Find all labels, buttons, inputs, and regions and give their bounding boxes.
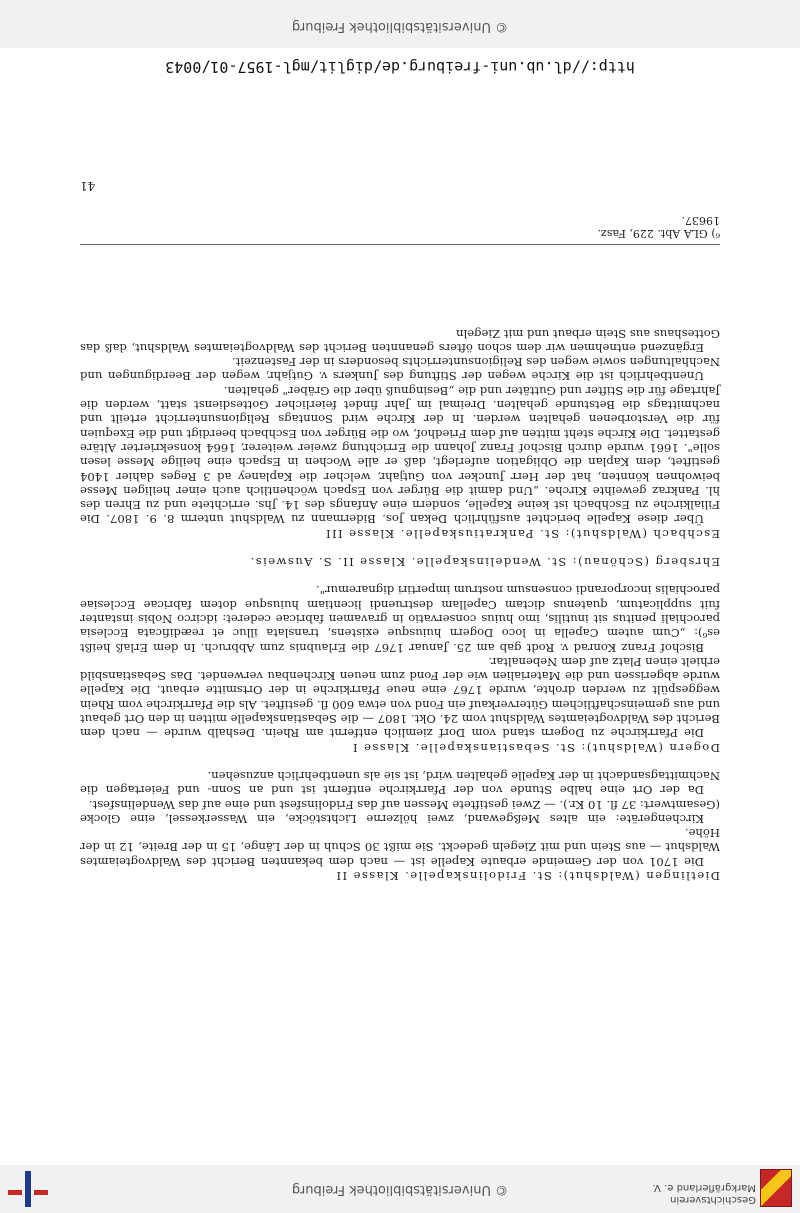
header-caption: © Universitätsbibliothek Freiburg — [291, 1182, 509, 1197]
document-body — [80, 326, 720, 883]
section-heading-ehrsberg: Ehrsberg (Schönau): St. Wendelinskapelle. Klasse II. S. Ausweis. — [249, 555, 720, 570]
header-bar — [0, 1165, 800, 1213]
paragraph: Da der Ort eine halbe Stunde von der Pfarrkirche entfernt ist und an Sonn- und Feiertagen die Nachmittagsandacht in der Kapelle gehalten wird, ist sie als unentbehrlich anzusehen. — [80, 768, 720, 798]
page-number: 41 — [80, 179, 96, 193]
paragraph: Kirchengeräte: ein altes Meßgewand, zwei hölzerne Lichtstöcke, ein Wasserkessel, eine Glocke (Gesamtwert: 37 fl. 10 Kr.). — Zwei gestiftete Messen auf das Fridolinsfest und eine auf das Wendelinsfest. — [80, 797, 720, 826]
paragraph: Unentbehrlich ist die Kirche wegen der Stiftung des Junkers v. Gutjahr, wegen der Beerdigungen und Nachhaltungen sowie wegen des Religionsunterrichts besonders in der Fastenzeit. — [80, 355, 720, 384]
section-heading-dietlingen: Dietlingen (Waldshut): St. Fridolinskapelle. Klasse II — [335, 869, 720, 883]
logo-text-line-1: Geschichtsverein — [670, 1194, 756, 1205]
footnote — [80, 214, 720, 245]
logo-text-line-2: Markgräflerland e. V. — [652, 1182, 756, 1193]
document-url[interactable]: http://dl.ub.uni-freiburg.de/diglit/mgl-1957-01/0043 — [165, 58, 635, 76]
paragraph: Ergänzend entnehmen wir dem schon öfters genannten Bericht des Waldvogteiamtes Waldshut, daß das Gotteshaus aus Stein erbaut und mit Ziegeln — [80, 326, 720, 355]
footnote-text: ⁶) GLA Abt. 229, Fasz. 19637. — [597, 214, 720, 240]
paragraph: Bischof Franz Konrad v. Rodt gab am 25. Januar 1767 die Erlaubnis zum Abbruch. In dem Erlaß heißt es⁶): „Cum autem Capella in loco Dogern huiusque existens, translata illuc et reædificata Ecclesia parochiali penitus sit inutilis, imo huius conservatio in gravamen fabricae cederet: idcirco Nobis instanter fuit supplicatum, quatenus dictam Capellam destruendi licentiam huiusque dotem fabricae Ecclesiae parochialis incorporandi consensum nostrum impertiri dignaremur". — [80, 583, 720, 655]
ub-freiburg-logo-icon — [8, 1171, 48, 1207]
paragraph: Die Pfarrkirche zu Dogern stand vom Dorf ziemlich entfernt am Rhein. Deshalb wurde — nach dem Bericht des Waldvogteiamtes Waldshut vom 24. Okt. 1807 — die Sebastianskapelle mitten in den Ort gebaut und aus gemeinschaftlichem Güterverkauf ein Fond von etwa 600 fl. gestiftet. Als die Pfarrkirche vom Rhein weggespült zu werden drohte, wurde 1767 eine neue Pfarrkirche in der Ortsmitte erbaut. Die Kapelle wurde abgerissen und die Materialien wie der Fond zum neuen Kirchenbau verwendet. Das Sebastiansbild erhielt einen Platz auf dem Nebenaltar. — [80, 654, 720, 741]
footer-bar — [0, 0, 800, 48]
footer-caption: © Universitätsbibliothek Freiburg — [291, 19, 509, 34]
section-heading-eschbach: Eschbach (Waldshut): St. Pankratiuskapelle. Klasse III — [324, 526, 720, 541]
section-heading-dogern: Dogern (Waldshut): St. Sebastianskapelle. Klasse I — [351, 740, 720, 755]
paragraph: Über diese Kapelle berichtet ausführlich Dekan Jos. Bidermann zu Waldshut unterm 8. 9. 1807. Die Filialkirche zu Eschbach ist keine Kapelle, sondern eine Anfangs des 14. Jhs. errichtete und zu Ehren des hl. Pankraz geweihte Kirche. „Und damit die Bürger von Espach wöchentlich auch einer heiligen Messe beiwohnen könnten, hat der Herr Juncker von Gutjahr, welcher die Kaplaney ad 3 Reges dahier 1404 gestiftet, dem Kaplan die Obligation auferlegt, daß er alle Wochen in Espach eine heilige Messe lesen solle". 1661 wurde durch Bischof Franz Johann die Errichtung zweier weiterer, 1664 konsekrierter Altäre gestattet. Die Kirche steht mitten auf dem Friedhof, wo die Bürger von Eschbach beerdigt und die Exequien für die Verstorbenen gehalten werden. In der Kirche wird Sonntags Religionsunterricht erteilt und nachmittags die Betstunde gehalten. Dreimal im Jahr findet feierlicher Gottesdienst statt, werden die Jahrtage für die Stifter und Guttäter und die „Besingnuß über die Gräber" gehalten. — [80, 383, 720, 527]
paragraph: Die 1701 von der Gemeinde erbaute Kapelle ist — nach dem bekannten Bericht des Waldvogteiamtes Waldshut — aus Stein und mit Ziegeln gedeckt. Sie mißt 30 Schuh in der Länge, 15 in der Breite, 12 in der Höhe. — [80, 826, 720, 869]
